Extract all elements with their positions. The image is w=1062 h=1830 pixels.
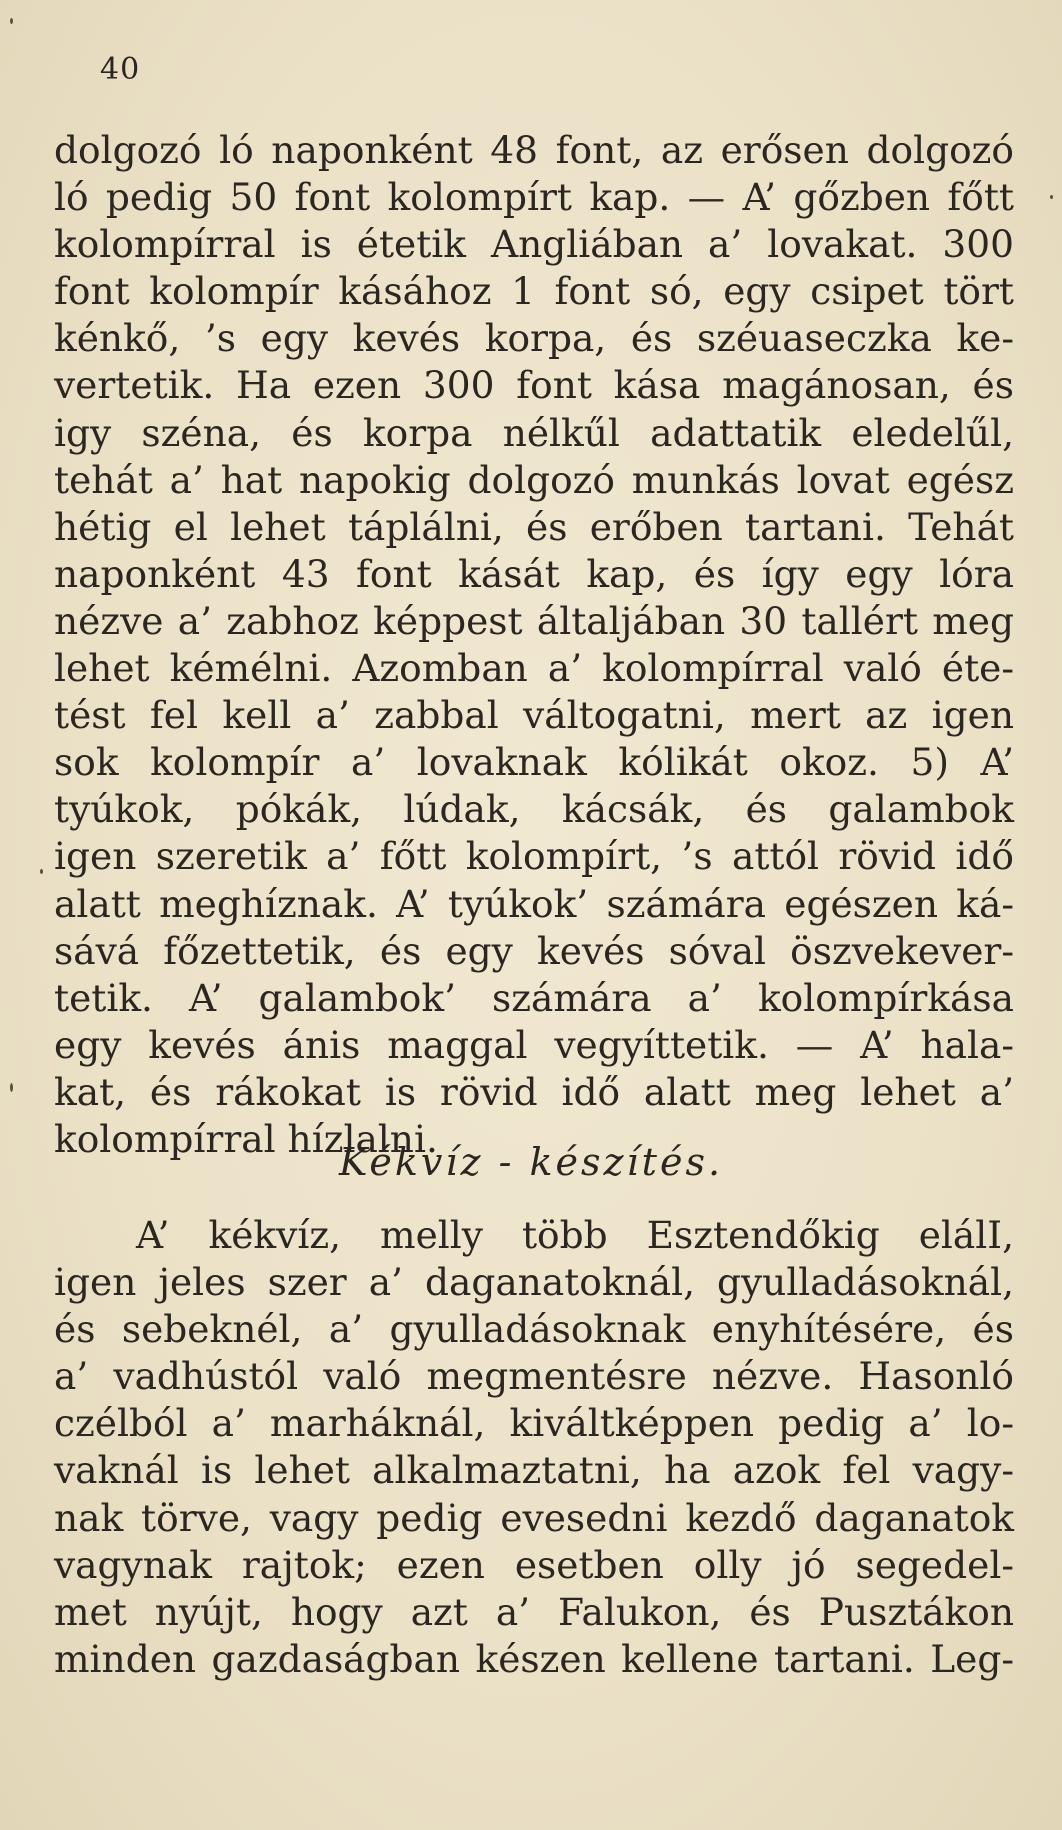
text-line: nak törve, vagy pedig evesedni kezdő daganatok xyxy=(54,1495,1014,1540)
text-line: sok kolompír a’ lovaknak kólikát okoz. 5) A’ xyxy=(54,740,1014,785)
ink-speck xyxy=(40,869,43,874)
text-line: tehát a’ hat napokig dolgozó munkás lovat egész xyxy=(54,457,1014,502)
text-line: kolompírral hízlalni. xyxy=(54,1116,438,1161)
ink-speck xyxy=(10,18,13,24)
text-line: tetik. A’ galambok’ számára a’ kolompírkása xyxy=(54,975,1014,1020)
text-line: A’ kékvíz, melly több Esztendőkig elálI, xyxy=(136,1213,1014,1257)
page-number: 40 xyxy=(100,52,141,87)
ink-speck xyxy=(1050,195,1053,199)
section-heading: Kékvíz - készítés. xyxy=(338,1140,724,1184)
text-line: kolompírral is étetik Angliában a’ lovakat. 300 xyxy=(54,222,1014,267)
text-line: lehet kémélni. Azomban a’ kolompírral való éte- xyxy=(54,646,1014,691)
text-line: kat, és rákokat is rövid idő alatt meg lehet a’ xyxy=(54,1069,1014,1114)
text-line: igy széna, és korpa nélkűl adattatik eledelűl, xyxy=(54,410,1014,455)
text-line: nézve a’ zabhoz képpest általjában 30 tallért meg xyxy=(54,598,1014,643)
text-line: vertetik. Ha ezen 300 font kása magánosan, és xyxy=(54,363,1014,408)
text-line: ló pedig 50 font kolompírt kap. — A’ gőzben főtt xyxy=(54,175,1014,220)
text-line: hétig el lehet táplálni, és erőben tartani. Tehát xyxy=(54,504,1014,549)
text-line: naponként 43 font kását kap, és így egy lóra xyxy=(54,551,1014,596)
text-line: és sebeknél, a’ gyulladásoknak enyhítésére, és xyxy=(54,1307,1014,1352)
text-line: tyúkok, pókák, lúdak, kácsák, és galambok xyxy=(54,787,1014,832)
paragraph-2 xyxy=(54,1212,1014,1683)
text-line: alatt meghíznak. A’ tyúkok’ számára egészen ká- xyxy=(54,881,1014,926)
paragraph-1 xyxy=(54,127,1014,1163)
text-line: vaknál is lehet alkalmaztatni, ha azok fel vagy- xyxy=(54,1448,1014,1493)
text-line: kénkő, ’s egy kevés korpa, és széuaseczka ke- xyxy=(54,316,1014,361)
text-line: igen szeretik a’ főtt kolompírt, ’s attól rövid idő xyxy=(54,834,1014,879)
ink-speck xyxy=(10,1083,13,1092)
text-line: vagynak rajtok; ezen esetben olly jó segedel- xyxy=(54,1542,1014,1587)
text-line: czélból a’ marháknál, kiváltképpen pedig a’ lo- xyxy=(54,1401,1014,1446)
text-line: egy kevés ánis maggal vegyíttetik. — A’ hala- xyxy=(54,1022,1014,1067)
text-line: tést fel kell a’ zabbal váltogatni, mert az igen xyxy=(54,693,1014,738)
text-line: dolgozó ló naponként 48 font, az erősen dolgozó xyxy=(54,128,1014,172)
text-line: sává főzettetik, és egy kevés sóval öszvekever- xyxy=(54,928,1014,973)
text-line: met nyújt, hogy azt a’ Falukon, és Pusztákon xyxy=(54,1589,1014,1634)
text-line: igen jeles szer a’ daganatoknál, gyulladásoknál, xyxy=(54,1260,1014,1305)
text-line: font kolompír kásához 1 font só, egy csipet tört xyxy=(54,269,1014,314)
text-line: a’ vadhústól való megmentésre nézve. Hasonló xyxy=(54,1354,1014,1399)
text-line: minden gazdaságban készen kellene tartani. Leg- xyxy=(54,1636,1014,1681)
